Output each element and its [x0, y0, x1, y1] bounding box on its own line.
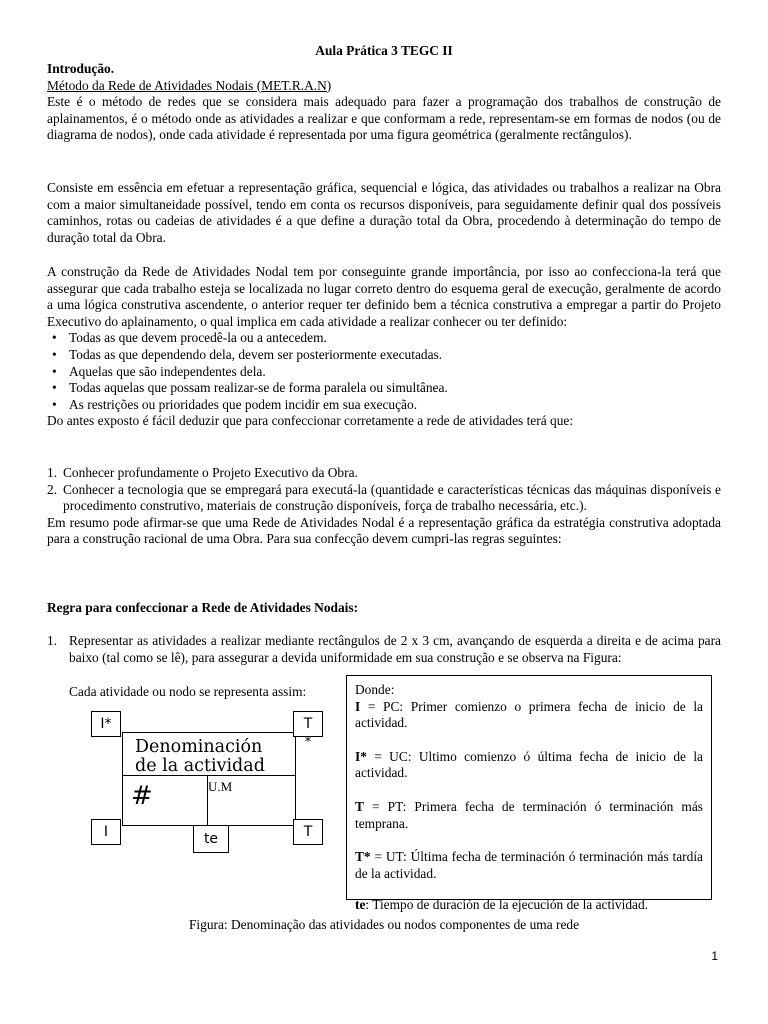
page-title: Aula Prática 3 TEGC II: [315, 43, 453, 58]
bottom-right-box: T: [293, 819, 323, 845]
page-number: 1: [711, 949, 718, 963]
paragraph-3: A construção da Rede de Atividades Nodal tem por conseguinte grande importância, por isso ao confecciona-la terá que assegurar que cada trabalho esteja se localizada no lugar correto dentro do esquema geral de execução, geralmente de acordo a uma lógica construtiva ascendente, o anterior requer ter definido bem a técnica construtiva a empregar a partir do Projeto Executivo do aplainamento, o qual implica em cada atividade a realizar conhecer ou ter definido:: [47, 264, 721, 329]
legend-item: I = PC: Primer comienzo o primera fecha de inicio de la actividad.: [355, 698, 703, 731]
rules-heading: Regra para confeccionar a Rede de Atividades Nodais:: [47, 600, 359, 615]
legend-box: [346, 675, 712, 900]
list-item: • Todas aquelas que possam realizar-se de forma paralela ou simultânea.: [47, 380, 721, 397]
legend-item-te: te: Tiempo de duración de la ejecución de la actividad.: [355, 897, 649, 912]
paragraph-4: Do antes exposto é fácil deduzir que para confeccionar corretamente a rede de atividades terá que:: [47, 413, 574, 429]
numbered-list: [47, 465, 721, 515]
legend-item: T* = UT: Última fecha de terminación ó terminación más tardía de la actividad.: [355, 849, 703, 881]
list-item: 2. Conhecer a tecnologia que se empregará para executá-la (quantidade e características técnicas das máquinas disponíveis e procedimento construtivo, materiais de construção disponíveis, força de trabalho necessária, etc.).: [47, 481, 721, 514]
rule-subtext: Cada atividade ou nodo se representa assim:: [69, 684, 307, 699]
activity-name: Denominación de la actividad: [135, 737, 265, 776]
paragraph-1: Este é o método de redes que se considera mais adequado para fazer a programação dos trabalhos de construção de aplainamentos, é o método onde as atividades a realizar e que conformam a rede, representam-se em formas de nodos (ou de diagrama de nodos), onde cada atividade é representada por uma figura geométrica (geralmente rectângulos).: [47, 94, 721, 143]
paragraph-3-section: [47, 264, 721, 430]
activity-number: #: [131, 781, 153, 811]
paragraph-5: Em resumo pode afirmar-se que uma Rede de Atividades Nodal é a representação gráfica da estratégia construtiva adoptada para a construção racional de uma Obra. Para sua confecção devem cumpri-las regras seguintes:: [47, 514, 721, 547]
legend-item: I* = UC: Ultimo comienzo ó última fecha de inicio de la actividad.: [355, 748, 703, 781]
intro-section: [47, 61, 721, 144]
rule-text: Representar as atividades a realizar mediante rectângulos de 2 x 3 cm, avançando de esquerda a direita e de acima para baixo (tal como se lê), para assegurar a devida uniformidade em sua construção e se observa na Figura:: [69, 633, 721, 665]
requirements-list: [47, 330, 721, 413]
list-item: 1. Conhecer profundamente o Projeto Executivo da Obra.: [47, 465, 358, 480]
paragraph-2: Consiste em essência em efetuar a representação gráfica, sequencial e lógica, das atividades ou trabalhos a realizar na Obra com a maior simultaneidade possível, tendo em conta os recursos disponíveis, para seguidamente definir qual dos possíveis caminhos, rotas ou cadeias de atividades é a que define a duração total da Obra, procedendo à determinação do tempo de duração total da Obra.: [47, 180, 721, 245]
rule-1: [47, 633, 721, 666]
method-title: Método da Rede de Atividades Nodais (MET.R.A.N): [47, 77, 332, 93]
legend-item: T = PT: Primera fecha de terminación ó terminación más temprana.: [355, 798, 703, 831]
top-right-box: T: [293, 711, 323, 737]
top-left-box: I*: [91, 711, 121, 737]
figure-caption: Figura: Denominação das atividades ou nodos componentes de uma rede: [188, 917, 580, 932]
bottom-left-box: I: [91, 819, 121, 845]
numbered-section: [47, 465, 721, 548]
rule-number: 1.: [47, 633, 58, 648]
unit-label: U.M: [208, 779, 233, 794]
bottom-center-box: te: [193, 825, 229, 853]
legend-header: Donde:: [355, 682, 395, 697]
list-item: • Todas as que devem procedê-la ou a antecedem.: [47, 330, 721, 347]
list-item: • As restrições ou prioridades que podem incidir em sua execução.: [47, 397, 721, 414]
list-item: • Aquelas que são independentes dela.: [47, 364, 721, 381]
intro-heading: Introdução.: [47, 61, 115, 76]
top-right-asterisk: *: [304, 735, 312, 750]
list-item: • Todas as que dependendo dela, devem ser posteriormente executadas.: [47, 347, 721, 364]
node-diagram: [86, 705, 336, 865]
